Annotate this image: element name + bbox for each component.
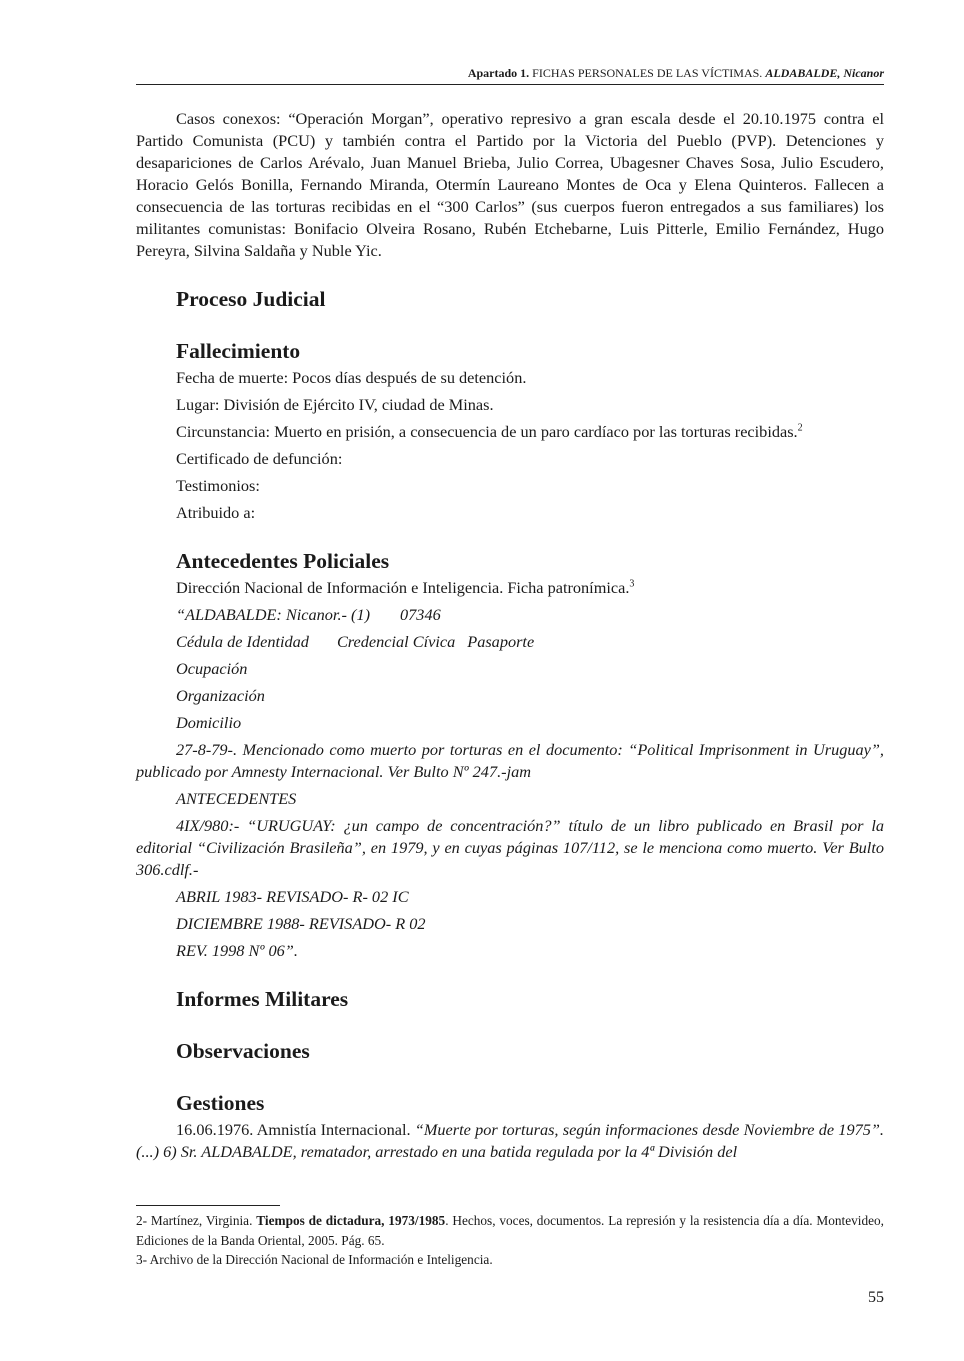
footnote-2-rest: . Hechos, voces, documentos. La represión y la resistencia día a día. Montevideo, Ediciones de la Banda Oriental, 2005. Pág. 65. <box>136 1213 885 1248</box>
footnote-ref-2: 2 <box>797 422 803 434</box>
heading-proceso-judicial: Proceso Judicial <box>176 287 326 311</box>
footnote-rule <box>136 1205 280 1206</box>
page-number: 55 <box>868 1289 884 1306</box>
header-apartado: Apartado 1. <box>467 66 530 80</box>
circunstancia <box>136 421 884 443</box>
domicilio: Domicilio <box>176 713 242 732</box>
footnote-2-title: Tiempos de dictadura, 1973/1985 <box>256 1213 446 1228</box>
fecha-muerte: Fecha de muerte: Pocos días después de su detención. <box>176 368 527 387</box>
organizacion: Organización <box>176 686 265 705</box>
certificado: Certificado de defunción: <box>176 449 343 468</box>
gestiones-quote: “Muerte por torturas, según informaciones desde Noviembre de 1975”. (...) 6) Sr. ALDABALDE, rematador, arrestado en una batida regulada por la 4ª División del <box>136 1120 884 1161</box>
footnotes <box>136 1211 884 1270</box>
footnote-2 <box>136 1211 884 1250</box>
testimonios: Testimonios: <box>176 476 260 495</box>
running-header <box>136 66 884 80</box>
heading-gestiones: Gestiones <box>176 1091 265 1115</box>
ocupacion: Ocupación <box>176 659 248 678</box>
ficha-header <box>136 604 884 626</box>
ficha-numero: 07346 <box>400 605 441 624</box>
body-text <box>136 108 884 1163</box>
antecedentes-entry-2: 4IX/980:- “URUGUAY: ¿un campo de concentración?” título de un libro publicado en Brasil por la editorial “Civilización Brasileña”, en 1979, y en cuyas páginas 107/112, se le menciona como muerto. Ver Bulto 306.cdlf.- <box>136 816 884 879</box>
revision-3: REV. 1998 Nº 06”. <box>176 941 298 960</box>
footnote-2-prefix: 2- Martínez, Virginia. <box>136 1213 253 1228</box>
antecedentes-entry-1: 27-8-79-. Mencionado como muerto por torturas en el documento: “Political Imprisonment in Uruguay”, publicado por Amnesty Internacional. Ver Bulto Nº 247.-jam <box>136 740 884 781</box>
pasaporte: Pasaporte <box>467 632 535 651</box>
heading-antecedentes-policiales: Antecedentes Policiales <box>176 549 390 573</box>
revision-2: DICIEMBRE 1988- REVISADO- R 02 <box>176 914 426 933</box>
ficha-documentos <box>136 631 884 653</box>
gestiones-entry <box>136 1119 884 1163</box>
header-name: ALDABALDE, Nicanor <box>765 66 884 80</box>
heading-observaciones: Observaciones <box>176 1039 310 1063</box>
ficha-nombre: “ALDABALDE: Nicanor.- (1) <box>176 605 371 624</box>
intro-paragraph: Casos conexos: “Operación Morgan”, operativo represivo a gran escala desde el 20.10.1975 contra el Partido Comunista (PCU) y también contra el Partido por la Victoria del Pueblo (PVP). Detenciones y desapariciones de Carlos Arévalo, Juan Manuel Brieba, Julio Correa, Ubagesner Chaves Sosa, Julio Escudero, Horacio Gelós Bonilla, Fernando Miranda, Otermín Laureano Montes de Oca y Elena Quinteros. Fallecen a consecuencia de las torturas recibidas en el “300 Carlos” (sus cuerpos fueron entregados a sus familiares) los militantes comunistas: Bonifacio Olveira Rosano, Rubén Etchebarne, Luis Pitterle, Emilio Fernández, Hugo Pereyra, Silvina Saldaña y Nuble Yic. <box>136 109 884 260</box>
atribuido: Atribuido a: <box>176 503 256 522</box>
heading-fallecimiento: Fallecimiento <box>176 339 301 363</box>
cedula: Cédula de Identidad <box>176 632 309 651</box>
circunstancia-text: Circunstancia: Muerto en prisión, a consecuencia de un paro cardíaco por las torturas recibidas. <box>176 422 798 441</box>
heading-informes-militares: Informes Militares <box>176 987 349 1011</box>
lugar: Lugar: División de Ejército IV, ciudad de Minas. <box>176 395 494 414</box>
header-rule <box>136 84 884 85</box>
gestiones-lead: 16.06.1976. Amnistía Internacional. <box>176 1120 411 1139</box>
footnote-3: 3- Archivo de la Dirección Nacional de Información e Inteligencia. <box>136 1252 493 1267</box>
antecedentes-label: ANTECEDENTES <box>176 789 297 808</box>
antecedentes-intro-text: Dirección Nacional de Información e Inteligencia. Ficha patronímica. <box>176 578 630 597</box>
header-section: FICHAS PERSONALES DE LAS VÍCTIMAS. <box>532 66 763 80</box>
revision-1: ABRIL 1983- REVISADO- R- 02 IC <box>176 887 409 906</box>
credencial: Credencial Cívica <box>336 632 456 651</box>
antecedentes-intro <box>136 577 884 599</box>
footnote-ref-3: 3 <box>629 578 635 590</box>
